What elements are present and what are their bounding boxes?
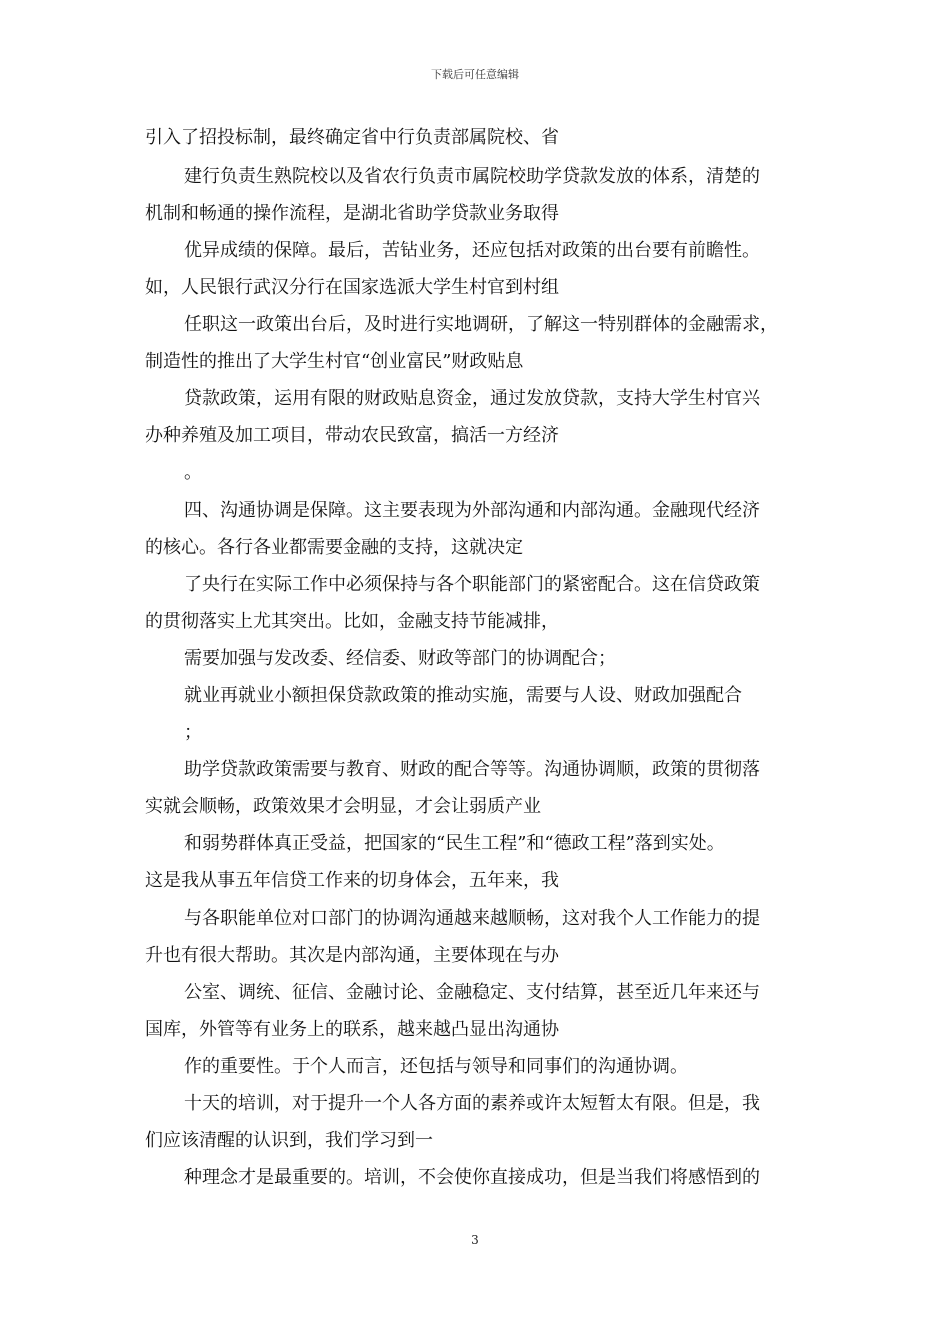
- text-line: 这是我从事五年信贷工作来的切身体会，五年来，我: [145, 870, 559, 891]
- text-line: 的贯彻落实上尤其突出。比如，金融支持节能减排，: [145, 611, 559, 632]
- text-line: 制造性的推出了大学生村官“创业富民”财政贴息: [145, 351, 524, 372]
- text-line: ；: [184, 722, 202, 743]
- text-line: 。: [184, 462, 202, 483]
- text-line: 种理念才是最重要的。培训，不会使你直接成功，但是当我们将感悟到的: [184, 1167, 760, 1188]
- text-line: 与各职能单位对口部门的协调沟通越来越顺畅，这对我个人工作能力的提: [184, 908, 760, 929]
- text-line: 十天的培训，对于提升一个人各方面的素养或许太短暂太有限。但是，我: [184, 1093, 760, 1114]
- text-line: 升也有很大帮助。其次是内部沟通，主要体现在与办: [145, 945, 559, 966]
- text-line: 国库，外管等有业务上的联系，越来越凸显出沟通协: [145, 1019, 559, 1040]
- page-number: 3: [471, 1233, 479, 1247]
- text-line: 建行负责生熟院校以及省农行负责市属院校助学贷款发放的体系，清楚的: [184, 166, 760, 187]
- text-line: 需要加强与发改委、经信委、财政等部门的协调配合；: [184, 648, 616, 669]
- text-line: 办种养殖及加工项目，带动农民致富，搞活一方经济: [145, 425, 559, 446]
- text-line: 公室、调统、征信、金融讨论、金融稳定、支付结算，甚至近几年来还与: [184, 982, 760, 1003]
- text-line: 任职这一政策出台后，及时进行实地调研，了解这一特别群体的金融需求，: [184, 314, 778, 335]
- text-line: 贷款政策，运用有限的财政贴息资金，通过发放贷款，支持大学生村官兴: [184, 388, 760, 409]
- text-line: 引入了招投标制，最终确定省中行负责部属院校、省: [145, 127, 559, 148]
- text-line: 就业再就业小额担保贷款政策的推动实施，需要与人设、财政加强配合: [184, 685, 742, 706]
- text-line: 如，人民银行武汉分行在国家选派大学生村官到村组: [145, 277, 559, 298]
- text-line: 和弱势群体真正受益，把国家的“民生工程”和“德政工程”落到实处。: [184, 833, 725, 854]
- text-line: 优异成绩的保障。最后，苦钻业务，还应包括对政策的出台要有前瞻性。: [184, 240, 760, 261]
- text-line: 助学贷款政策需要与教育、财政的配合等等。沟通协调顺，政策的贯彻落: [184, 759, 760, 780]
- text-line: 四、沟通协调是保障。这主要表现为外部沟通和内部沟通。金融现代经济: [184, 500, 760, 521]
- text-line: 作的重要性。于个人而言，还包括与领导和同事们的沟通协调。: [184, 1056, 688, 1077]
- text-line: 实就会顺畅，政策效果才会明显，才会让弱质产业: [145, 796, 541, 817]
- page-header: 下载后可任意编辑: [431, 68, 519, 81]
- text-line: 机制和畅通的操作流程，是湖北省助学贷款业务取得: [145, 203, 559, 224]
- text-line: 的核心。各行各业都需要金融的支持，这就决定: [145, 537, 523, 558]
- text-line: 了央行在实际工作中必须保持与各个职能部门的紧密配合。这在信贷政策: [184, 574, 760, 595]
- text-line: 们应该清醒的认识到，我们学习到一: [145, 1130, 433, 1151]
